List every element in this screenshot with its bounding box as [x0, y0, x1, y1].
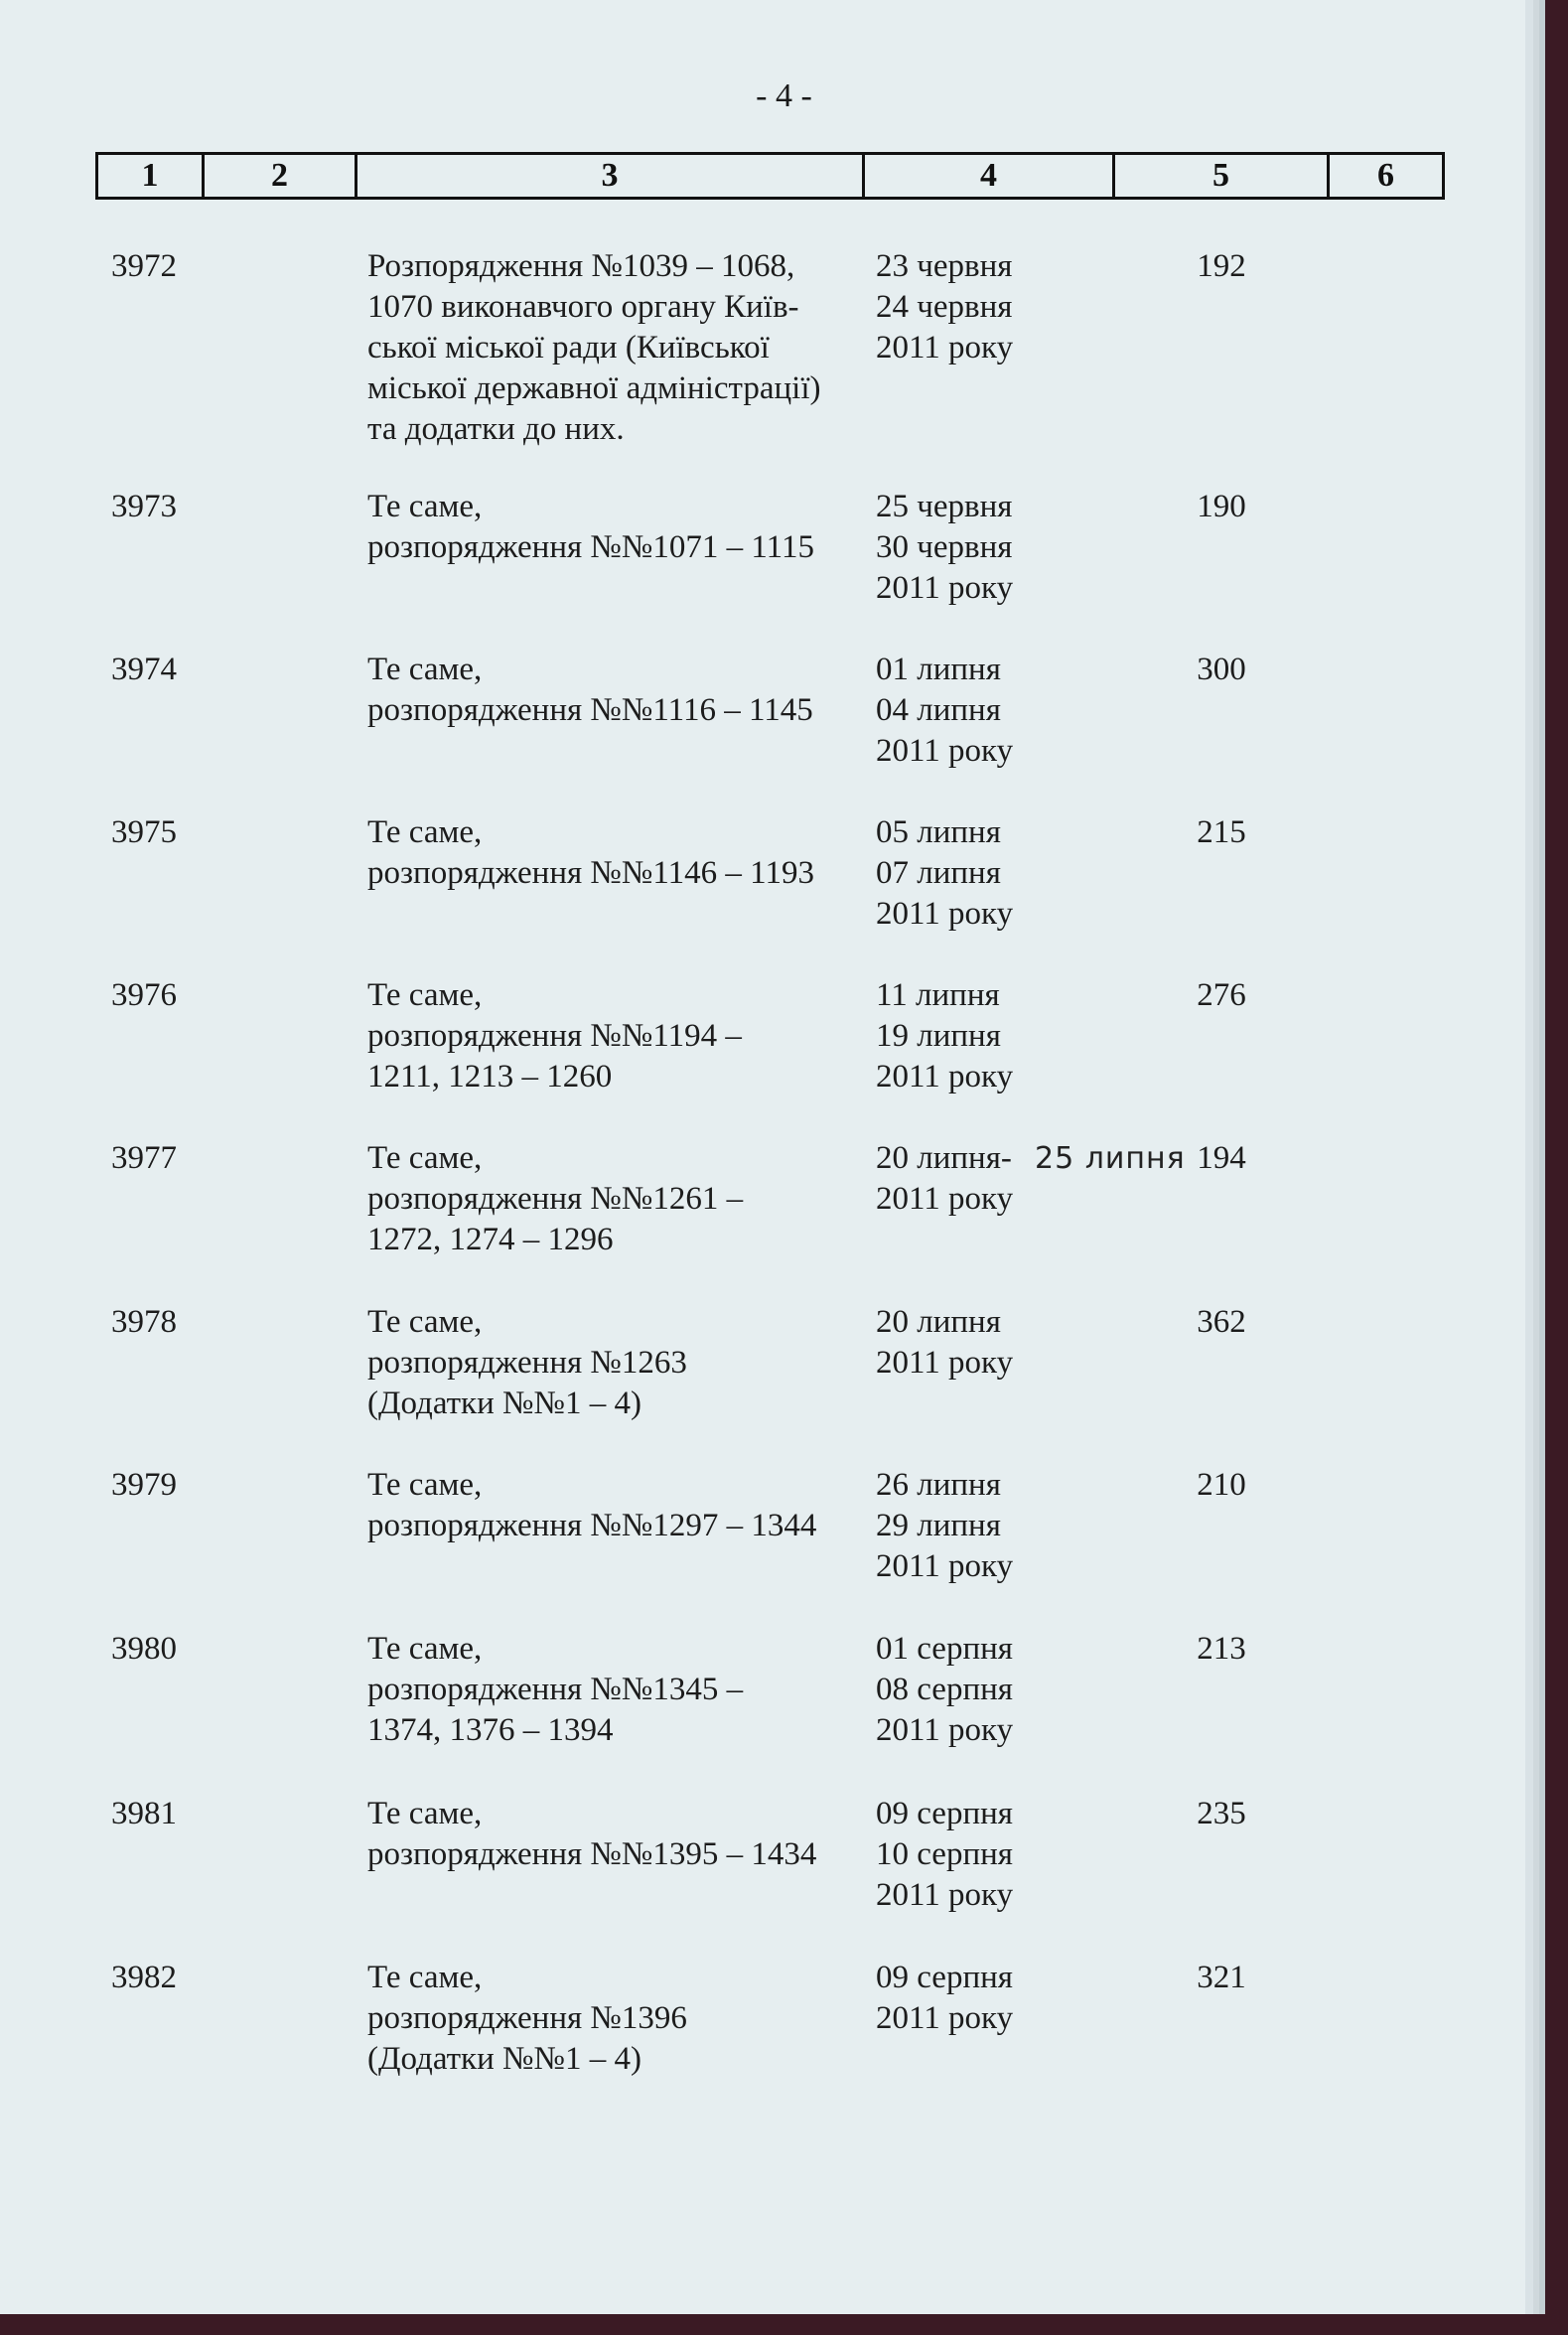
- case-number: 3981: [111, 1796, 177, 1831]
- case-dates: 20 липня 2011 року: [876, 1304, 1014, 1381]
- case-number: 3974: [111, 652, 177, 687]
- case-description: Те саме, розпорядження №№1071 – 1115: [367, 489, 814, 565]
- case-number: 3982: [111, 1960, 177, 1995]
- case-dates: 23 червня 24 червня 2011 року: [876, 248, 1014, 365]
- sheet-count: 192: [1197, 248, 1246, 284]
- case-dates: 09 серпня 10 серпня 2011 року: [876, 1796, 1014, 1913]
- column-header-4: 4: [865, 155, 1115, 197]
- case-number: 3975: [111, 814, 177, 850]
- column-header-5: 5: [1115, 155, 1330, 197]
- case-description: Те саме, розпорядження №№1116 – 1145: [367, 652, 813, 728]
- case-description: Те саме, розпорядження №№1297 – 1344: [367, 1467, 817, 1543]
- sheet-count: 213: [1197, 1631, 1246, 1667]
- sheet-count: 194: [1197, 1140, 1246, 1176]
- case-number: 3980: [111, 1631, 177, 1667]
- case-number: 3973: [111, 489, 177, 524]
- case-description: Те саме, розпорядження №1396 (Додатки №№1 – 4): [367, 1960, 687, 2077]
- sheet-count: 235: [1197, 1796, 1246, 1831]
- case-dates: 01 липня 04 липня 2011 року: [876, 652, 1014, 769]
- case-number: 3978: [111, 1304, 177, 1340]
- case-description: Те саме, розпорядження №№1146 – 1193: [367, 814, 814, 891]
- case-dates: 01 серпня 08 серпня 2011 року: [876, 1631, 1014, 1748]
- page-number: - 4 -: [756, 77, 812, 114]
- case-number: 3977: [111, 1140, 177, 1176]
- case-dates: 09 серпня 2011 року: [876, 1960, 1014, 2036]
- sheet-count: 215: [1197, 814, 1246, 850]
- sheet-count: 210: [1197, 1467, 1246, 1503]
- sheet-count: 276: [1197, 977, 1246, 1013]
- sheet-count: 362: [1197, 1304, 1246, 1340]
- case-description: Те саме, розпорядження №1263 (Додатки №№1 – 4): [367, 1304, 687, 1421]
- case-dates: 11 липня 19 липня 2011 року: [876, 977, 1014, 1095]
- case-dates: 25 червня 30 червня 2011 року: [876, 489, 1014, 606]
- case-dates: 20 липня- 2011 року: [876, 1140, 1014, 1217]
- handwritten-date-annotation: 25 липня: [1035, 1141, 1186, 1176]
- case-description: Те саме, розпорядження №№1395 – 1434: [367, 1796, 817, 1872]
- case-number: 3976: [111, 977, 177, 1013]
- case-dates: 26 липня 29 липня 2011 року: [876, 1467, 1014, 1584]
- column-header-6: 6: [1377, 157, 1394, 194]
- sheet-count: 190: [1197, 489, 1246, 524]
- column-header-table: [95, 152, 1445, 200]
- case-number: 3979: [111, 1467, 177, 1503]
- case-number: 3972: [111, 248, 177, 284]
- case-description: Розпорядження №1039 – 1068, 1070 виконавчого органу Київ- ської міської ради (Київської міської державної адміністрації) та додатки до них.: [367, 248, 821, 447]
- case-description: Те саме, розпорядження №№1261 – 1272, 1274 – 1296: [367, 1140, 744, 1257]
- case-description: Те саме, розпорядження №№1345 – 1374, 1376 – 1394: [367, 1631, 744, 1748]
- column-header-2: 2: [205, 155, 357, 197]
- sheet-count: 300: [1197, 652, 1246, 687]
- case-description: Те саме, розпорядження №№1194 – 1211, 1213 – 1260: [367, 977, 742, 1095]
- sheet-count: 321: [1197, 1960, 1246, 1995]
- column-header-1: 1: [98, 155, 205, 197]
- column-header-3: 3: [357, 155, 865, 197]
- case-dates: 05 липня 07 липня 2011 року: [876, 814, 1014, 932]
